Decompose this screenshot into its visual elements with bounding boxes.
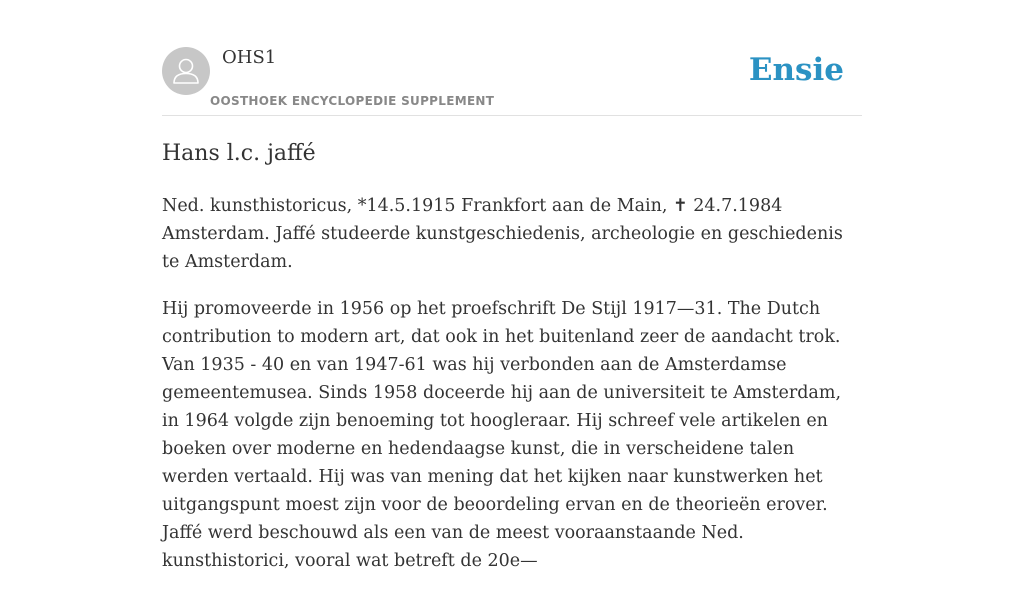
article-page [162, 0, 862, 571]
user-silhouette-icon [162, 47, 210, 95]
article-header [162, 0, 862, 116]
article-paragraph: Hij promoveerde in 1956 op het proefschrift De Stijl 1917—31. The Dutch contribution to modern art, dat ook in het buitenland zeer de aandacht trok. Van 1935 - 40 en van 1947-61 was hij verbonden aan de Amsterdamse gemeentemusea. Sinds 1958 doceerde hij aan de universiteit te Amsterdam, in 1964 volgde zijn benoeming tot hoogleraar. Hij schreef vele artikelen en boeken over moderne en hedendaagse kunst, die in verscheidene talen werden vertaald. Hij was van mening dat het kijken naar kunstwerken het uitgangspunt moest zijn voor de beoordeling ervan en de theorieën erover. Jaffé werd beschouwd als een van de meest vooraanstaande Ned. kunsthistorici, vooral wat betreft de 20e— [162, 299, 842, 571]
author-name-link[interactable]: OHS1 [222, 47, 277, 68]
author-avatar[interactable] [162, 47, 210, 95]
article-title: Hans l.c. jaffé [162, 141, 316, 166]
ensie-logo[interactable]: Ensie [748, 52, 844, 88]
article-body [162, 192, 862, 594]
article-paragraph: Ned. kunsthistoricus, *14.5.1915 Frankfort aan de Main, ✝ 24.7.1984 Amsterdam. Jaffé studeerde kunstgeschiedenis, archeologie en geschiedenis te Amsterdam. [162, 196, 843, 272]
source-name[interactable]: OOSTHOEK ENCYCLOPEDIE SUPPLEMENT [210, 94, 495, 108]
